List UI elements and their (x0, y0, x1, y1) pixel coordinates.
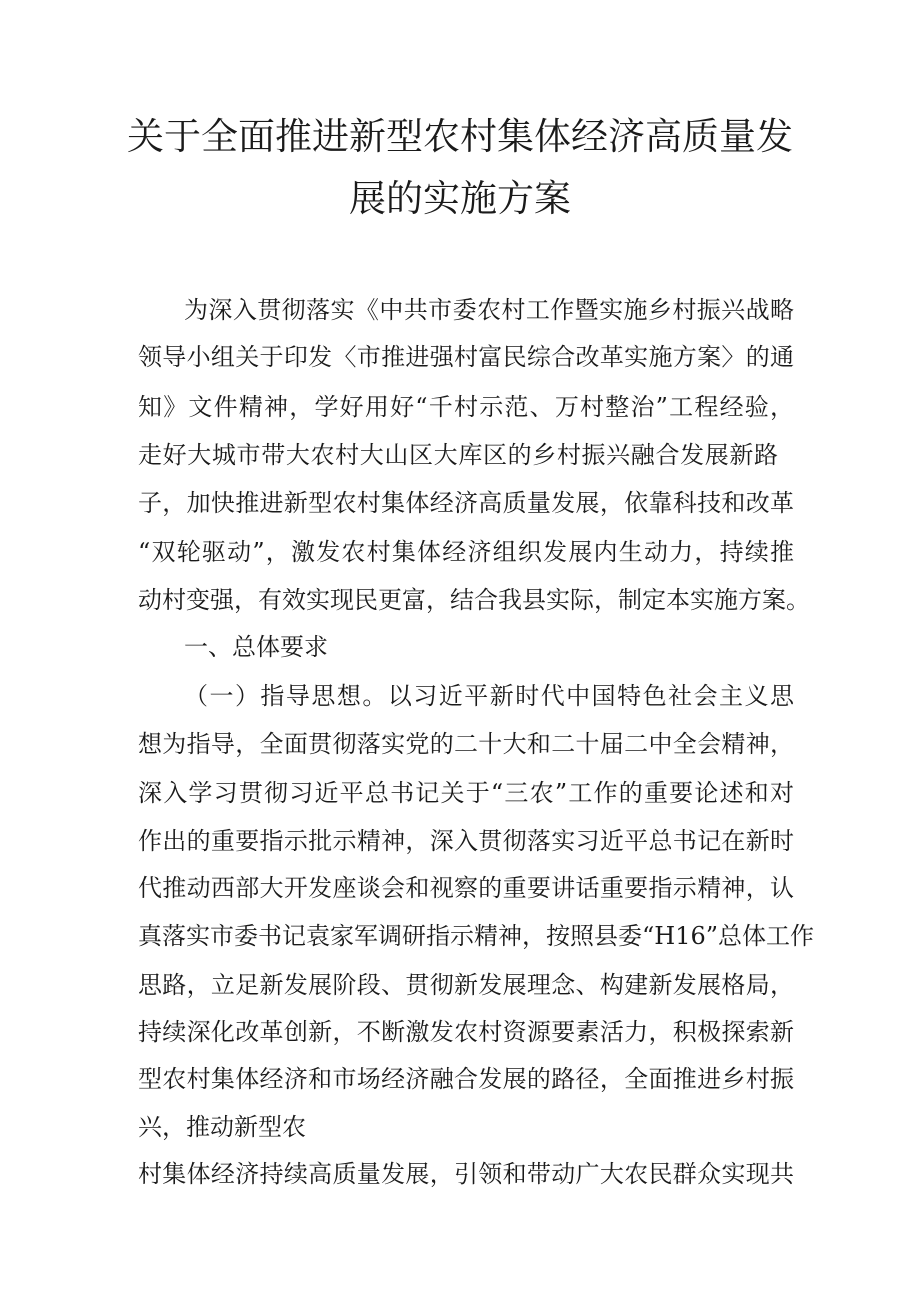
guiding-line-3: 深入学习贯彻习近平总书记关于“三农”工作的重要论述和对 (138, 779, 794, 807)
intro-line-2: 领导小组关于印发〈市推进强村富民综合改革实施方案〉的通 (138, 343, 794, 371)
guiding-line-7: 思路，立足新发展阶段、贯彻新发展理念、构建新发展格局， (138, 971, 794, 999)
intro-line-4: 走好大城市带大农村大山区大库区的乡村振兴融合发展新路 (138, 441, 778, 469)
intro-line-1: 为深入贯彻落实《中共市委农村工作暨实施乡村振兴战略 (184, 296, 794, 324)
intro-line-3: 知》文件精神，学好用好“千村示范、万村整治”工程经验， (138, 393, 794, 421)
guiding-line-2: 想为指导，全面贯彻落实党的二十大和二十届二中全会精神， (138, 730, 794, 758)
guiding-line-4: 作出的重要指示批示精神，深入贯彻落实习近平总书记在新时 (138, 827, 794, 855)
section-heading: 一、总体要求 (184, 633, 328, 661)
intro-line-6: “双轮驱动”，激发农村集体经济组织发展内生动力，持续推 (138, 538, 794, 566)
guiding-line-1: （一）指导思想。以习近平新时代中国特色社会主义思 (184, 682, 794, 710)
guiding-line-6: 真落实市委书记袁家军调研指示精神，按照县委“H16”总体工作 (138, 922, 815, 950)
guiding-line-11: 村集体经济持续高质量发展，引领和带动广大农民群众实现共 (138, 1160, 794, 1188)
guiding-line-5: 代推动西部大开发座谈会和视察的重要讲话重要指示精神，认 (138, 874, 794, 902)
intro-line-7: 动村变强，有效实现民更富，结合我县实际，制定本实施方案。 (138, 586, 810, 614)
document-title-line-2: 展的实施方案 (349, 177, 571, 220)
guiding-line-9: 型农村集体经济和市场经济融合发展的路径，全面推进乡村振 (138, 1065, 794, 1093)
document-title-line-1: 关于全面推进新型农村集体经济高质量发 (127, 115, 793, 158)
intro-line-5: 子，加快推进新型农村集体经济高质量发展，依靠科技和改革 (138, 489, 794, 517)
guiding-line-8: 持续深化改革创新，不断激发农村资源要素活力，积极探索新 (138, 1018, 794, 1046)
guiding-line-10: 兴，推动新型农 (138, 1113, 306, 1141)
